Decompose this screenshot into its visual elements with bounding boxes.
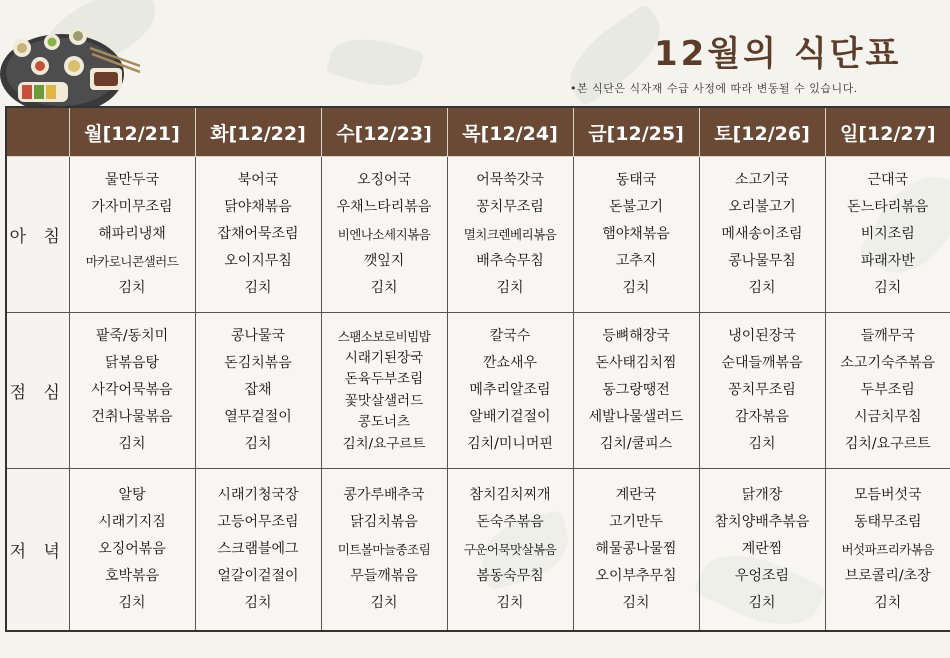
day-header: 수[12/23] — [321, 107, 447, 157]
menu-item: 메새송이조림 — [721, 226, 803, 243]
menu-item: 두부조림 — [860, 382, 915, 399]
menu-item: 오리불고기 — [728, 199, 796, 216]
menu-item: 열무겉절이 — [224, 409, 292, 426]
menu-item: 알탕 — [118, 487, 146, 504]
menu-item: 김치 — [370, 280, 398, 297]
page-title: 12월의 식단표 — [654, 34, 902, 74]
menu-item: 버섯파프리카볶음 — [841, 542, 935, 558]
menu-item: 깐쇼새우 — [482, 355, 538, 372]
menu-item: 마카로니콘샐러드 — [85, 254, 179, 270]
menu-item: 비지조림 — [860, 226, 915, 243]
menu-cell — [825, 469, 950, 631]
menu-item: 세발나물샐러드 — [588, 409, 684, 426]
menu-item: 감자볶음 — [734, 409, 790, 426]
menu-item: 북어국 — [237, 172, 279, 189]
menu-cell — [825, 157, 950, 313]
menu-cell — [699, 469, 825, 631]
menu-item: 멸치크렌베리볶음 — [463, 227, 557, 243]
menu-item: 시금치무침 — [853, 409, 922, 426]
menu-item: 가자미무조림 — [91, 199, 173, 216]
menu-item: 꽃맛살샐러드 — [344, 392, 424, 409]
menu-cell — [825, 313, 950, 469]
menu-item: 김치 — [622, 280, 650, 297]
menu-cell — [69, 157, 195, 313]
meal-row — [6, 157, 950, 313]
menu-item: 계란찜 — [741, 541, 783, 558]
menu-item: 닭볶음탕 — [104, 355, 160, 372]
day-header: 일[12/27] — [825, 107, 950, 157]
menu-item: 콩나물국 — [230, 328, 286, 345]
menu-item: 동그랑땡전 — [602, 382, 670, 399]
menu-item: 순대들깨볶음 — [721, 355, 803, 372]
menu-item: 김치 — [244, 595, 272, 612]
menu-cell — [69, 469, 195, 631]
food-plate-illustration — [0, 22, 140, 108]
menu-item: 해물콩나물찜 — [595, 541, 677, 558]
menu-item: 냉이된장국 — [728, 328, 796, 345]
menu-item: 오징어볶음 — [98, 541, 166, 558]
menu-item: 스크램블에그 — [217, 541, 299, 558]
menu-item: 칼국수 — [489, 328, 531, 345]
menu-item: 김치 — [748, 595, 776, 612]
menu-item: 동태국 — [615, 172, 657, 189]
menu-cell — [195, 313, 321, 469]
day-header-row — [6, 107, 950, 157]
menu-cell — [69, 313, 195, 469]
menu-item: 돈김치볶음 — [224, 355, 292, 372]
menu-item: 고등어무조림 — [217, 514, 299, 531]
menu-cell — [447, 157, 573, 313]
menu-item: 김치 — [118, 436, 146, 453]
menu-item: 들깨무국 — [860, 328, 915, 345]
menu-item: 닭김치볶음 — [350, 514, 418, 531]
menu-item: 돈숙주볶음 — [476, 514, 544, 531]
menu-item: 사각어묵볶음 — [91, 382, 173, 399]
day-header: 금[12/25] — [573, 107, 699, 157]
meal-row — [6, 469, 950, 631]
menu-item: 호박볶음 — [104, 568, 160, 585]
menu-item: 봄동숙무침 — [476, 568, 544, 585]
menu-cell — [699, 157, 825, 313]
menu-item: 햄야채볶음 — [602, 226, 670, 243]
menu-item: 김치 — [748, 436, 776, 453]
meal-label: 아 침 — [6, 157, 69, 313]
menu-item: 어묵쑥갓국 — [476, 172, 544, 189]
menu-item: 배추숙무침 — [476, 253, 544, 270]
menu-item: 계란국 — [615, 487, 657, 504]
menu-item: 소고기숙주볶음 — [840, 355, 936, 372]
menu-cell — [573, 469, 699, 631]
menu-item: 김치 — [244, 280, 272, 297]
menu-item: 팥죽/동치미 — [95, 328, 169, 345]
menu-item: 김치 — [874, 280, 902, 297]
menu-item: 잡채 — [244, 382, 272, 399]
menu-item: 등뼈해장국 — [602, 328, 670, 345]
menu-item: 브로콜리/초장 — [844, 568, 931, 585]
menu-item: 시래기청국장 — [217, 487, 299, 504]
day-header: 화[12/22] — [195, 107, 321, 157]
meal-label: 점 심 — [6, 313, 69, 469]
menu-item: 김치/미니머핀 — [467, 436, 553, 453]
menu-item: 고기만두 — [608, 514, 664, 531]
menu-cell — [321, 157, 447, 313]
menu-item: 참치양배추볶음 — [714, 514, 810, 531]
menu-item: 김치 — [874, 595, 902, 612]
menu-item: 메추리알조림 — [469, 382, 551, 399]
menu-item: 오이지무침 — [224, 253, 292, 270]
menu-item: 비엔나소세지볶음 — [337, 227, 431, 243]
menu-item: 알배기겉절이 — [469, 409, 551, 426]
menu-item: 고추지 — [615, 253, 657, 270]
menu-item: 김치 — [496, 280, 524, 297]
menu-item: 김치 — [748, 280, 776, 297]
menu-item: 닭개장 — [741, 487, 783, 504]
background-leaf — [326, 29, 425, 96]
menu-item: 오이부추무침 — [595, 568, 677, 585]
menu-change-notice: •본 식단은 식자재 수급 사정에 따라 변동될 수 있습니다. — [570, 82, 858, 95]
menu-cell — [195, 469, 321, 631]
menu-item: 우채느타리볶음 — [336, 199, 432, 216]
menu-item: 시래기된장국 — [344, 349, 424, 366]
menu-item: 돈느타리볶음 — [847, 199, 929, 216]
day-header: 토[12/26] — [699, 107, 825, 157]
menu-item: 꽁치무조림 — [476, 199, 544, 216]
menu-item: 김치/요구르트 — [342, 435, 426, 452]
menu-item: 해파리냉채 — [98, 226, 166, 243]
menu-item: 물만두국 — [104, 172, 160, 189]
weekly-meal-table — [5, 106, 950, 632]
day-header: 월[12/21] — [69, 107, 195, 157]
menu-item: 시래기지짐 — [98, 514, 166, 531]
menu-cell — [573, 313, 699, 469]
menu-item: 동태무조림 — [853, 514, 922, 531]
menu-item: 닭야채볶음 — [224, 199, 292, 216]
menu-item: 콩나물무침 — [728, 253, 796, 270]
menu-item: 얼갈이겉절이 — [217, 568, 299, 585]
menu-item: 모듬버섯국 — [853, 487, 922, 504]
menu-item: 돈사태김치찜 — [595, 355, 677, 372]
menu-item: 김치/쿨피스 — [599, 436, 673, 453]
menu-item: 파래자반 — [860, 253, 915, 270]
meal-label: 저 녁 — [6, 469, 69, 631]
menu-cell — [321, 469, 447, 631]
menu-item: 참치김치찌개 — [469, 487, 551, 504]
menu-item: 콩가루배추국 — [343, 487, 425, 504]
menu-cell — [195, 157, 321, 313]
menu-item: 근대국 — [867, 172, 909, 189]
menu-item: 김치 — [496, 595, 524, 612]
menu-item: 건취나물볶음 — [91, 409, 173, 426]
menu-item: 돈불고기 — [608, 199, 664, 216]
menu-item: 미트볼마늘종조림 — [337, 542, 431, 558]
menu-cell — [447, 469, 573, 631]
corner-cell — [6, 107, 69, 157]
menu-item: 우엉조림 — [734, 568, 790, 585]
menu-cell — [321, 313, 447, 469]
menu-item: 김치/요구르트 — [844, 436, 931, 453]
menu-item: 무들깨볶음 — [350, 568, 418, 585]
meal-row — [6, 313, 950, 469]
menu-cell — [573, 157, 699, 313]
menu-cell — [447, 313, 573, 469]
menu-item: 잡채어묵조림 — [217, 226, 299, 243]
menu-item: 구운어묵맛살볶음 — [463, 542, 557, 558]
menu-item: 김치 — [244, 436, 272, 453]
menu-item: 소고기국 — [734, 172, 790, 189]
menu-item: 돈육두부조림 — [344, 371, 424, 388]
menu-item: 깻잎지 — [363, 253, 405, 270]
menu-item: 콩도너츠 — [357, 414, 411, 431]
menu-item: 꽁치무조림 — [728, 382, 796, 399]
menu-item: 오징어국 — [356, 172, 412, 189]
menu-item: 스팸소보로비빔밥 — [337, 329, 431, 345]
menu-item: 김치 — [622, 595, 650, 612]
menu-cell — [699, 313, 825, 469]
menu-item: 김치 — [370, 595, 398, 612]
day-header: 목[12/24] — [447, 107, 573, 157]
menu-item: 김치 — [118, 595, 146, 612]
menu-item: 김치 — [118, 280, 146, 297]
